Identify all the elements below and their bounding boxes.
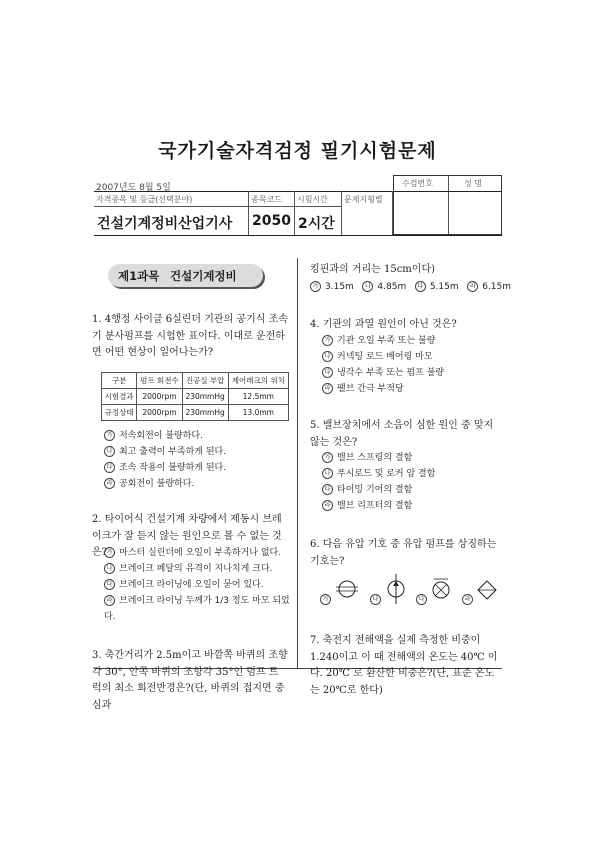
option-item <box>104 460 294 476</box>
option-item <box>104 428 294 444</box>
subject-banner <box>108 264 263 287</box>
exam-date: 2007년도 8월 5일 <box>96 183 171 193</box>
option-item <box>322 381 500 397</box>
table-cell: 규정상태 <box>102 405 137 421</box>
exam-number-label: 수검번호 <box>402 179 433 188</box>
option-text: 6.15m <box>482 282 512 292</box>
option-mark-icon: 다 <box>416 594 427 605</box>
option-item <box>467 282 511 292</box>
table-cell: 시험결과 <box>102 389 137 405</box>
option-mark-icon: 라 <box>104 478 115 489</box>
table-cell: 12.5mm <box>228 389 288 405</box>
subject-value: 건설기계정비산업기사 <box>97 216 233 232</box>
table-cell: 230mmHg <box>182 405 228 421</box>
table-row <box>102 389 289 405</box>
time-cell <box>295 191 342 235</box>
table-cell: 2000rpm <box>137 405 182 421</box>
exam-header-table <box>94 191 502 236</box>
question-1: 1. 4행정 사이클 6실린더 기관의 공기식 조속기 분사펌프를 시험한 표이다. 이대로 운전하면 어떤 현상이 일어나는가? <box>92 314 288 358</box>
question-3: 3. 축간거리가 2.5m이고 바깥쪽 바퀴의 조향각 30°, 안쪽 바퀴의 조향각 35°인 덤프 트럭의 최소 회전반경은?(단, 바퀴의 접지면 중심과 <box>92 650 288 711</box>
table-cell: 펌프 회전수 <box>137 373 182 389</box>
option-item <box>322 498 500 514</box>
option-text: 마스터 실린더에 오일이 부족하거나 없다. <box>119 548 282 558</box>
question-5: 5. 밸브장치에서 소음이 심한 원인 중 맞지 않는 것은? <box>310 420 494 448</box>
option-text: 브레이크 라이닝 두께가 1/3 정도 마모 되었다. <box>104 596 290 622</box>
option-text: 공회전이 불량하다. <box>119 479 195 489</box>
option-text: 저속회전이 불량하다. <box>119 431 203 441</box>
option-text: 밸브 리프터의 결함 <box>337 501 413 511</box>
option-text: 4.85m <box>377 282 407 292</box>
option-item <box>104 593 290 625</box>
question-7: 7. 축전지 전해액을 실제 측정한 비중이 1.240이고 이 때 전해액의 온도는 40℃ 이다. 20℃ 로 환산한 비중은?(단, 표준 온도는 20℃로 한다) <box>310 635 498 696</box>
table-cell: 구분 <box>102 373 137 389</box>
table-row <box>102 405 289 421</box>
option-mark-icon: 가 <box>104 430 115 441</box>
question-3-continued: 킹핀과의 거리는 15cm이다) <box>310 264 436 275</box>
option-item <box>322 482 500 498</box>
question-2: 2. 타이어식 건설기계 차량에서 제동시 브레이크가 잘 듣지 않는 원인으로 볼 수 없는 것은? <box>92 514 282 558</box>
q6-symbols <box>320 574 500 608</box>
table-cell: 진공실 부압 <box>182 373 228 389</box>
option-text: 타이밍 기어의 결함 <box>337 485 413 495</box>
option-mark-icon: 다 <box>104 579 115 590</box>
option-item <box>362 282 406 292</box>
option-mark-icon: 라 <box>104 595 115 606</box>
option-mark-icon: 나 <box>322 351 333 362</box>
q2-options <box>104 545 290 625</box>
option-mark-icon: 나 <box>104 563 115 574</box>
option-mark-icon: 가 <box>310 281 321 292</box>
subject-cell <box>94 191 249 235</box>
option-item <box>322 466 500 482</box>
option-mark-icon: 다 <box>104 462 115 473</box>
option-mark-icon: 라 <box>322 383 333 394</box>
q3-options <box>310 279 512 295</box>
q4-options <box>322 333 500 397</box>
option-text: 팰브 간극 부적당 <box>337 384 404 394</box>
table-header-row <box>102 373 289 389</box>
option-mark-icon: 나 <box>104 446 115 457</box>
hydraulic-symbol-d-icon <box>476 576 498 602</box>
question-6: 6. 다음 유압 기호 중 유압 펌프를 상징하는 기호는? <box>310 539 497 567</box>
q1-table <box>101 372 289 421</box>
option-item <box>104 577 290 593</box>
page-title: 국가기술자격검정 필기시험문제 <box>158 140 437 162</box>
option-item <box>322 450 500 466</box>
option-mark-icon: 다 <box>415 281 426 292</box>
subject-part: 제1과목 <box>118 269 160 283</box>
table-cell: 2000rpm <box>137 389 182 405</box>
option-text: 냉각수 부족 또는 펌프 불량 <box>337 368 445 378</box>
option-text: 푸시로드 및 로커 암 결함 <box>337 469 436 479</box>
subject-label: 자격종목 및 등급(선택분야) <box>96 195 193 204</box>
option-mark-icon: 가 <box>104 547 115 558</box>
code-cell <box>249 191 295 235</box>
option-mark-icon: 나 <box>362 281 373 292</box>
option-mark-icon: 다 <box>322 367 333 378</box>
option-item <box>310 282 354 292</box>
option-text: 브레이크 페달의 유격이 지나치게 크다. <box>119 564 273 574</box>
form-type-label: 문제지형별 <box>344 195 383 204</box>
option-item <box>322 349 500 365</box>
table-cell: 제어래크의 위치 <box>228 373 288 389</box>
option-item <box>104 545 290 561</box>
option-item <box>322 333 500 349</box>
hydraulic-pump-symbol-icon <box>384 574 408 604</box>
option-mark-icon: 라 <box>467 281 478 292</box>
form-type-cell <box>342 191 393 235</box>
q5-options <box>322 450 500 514</box>
hydraulic-symbol-a-icon <box>336 576 358 602</box>
option-text: 커넥팅 로드 베어링 마모 <box>337 352 433 362</box>
option-text: 조속 작용이 불량하게 된다. <box>119 463 227 473</box>
name-label: 성 명 <box>464 179 482 188</box>
option-text: 기관 오일 부족 또는 불량 <box>337 336 436 346</box>
time-label: 시험시간 <box>297 195 328 204</box>
option-item <box>104 444 294 460</box>
q1-options <box>104 428 294 492</box>
table-cell: 230mmHg <box>182 389 228 405</box>
option-mark-icon: 다 <box>322 484 333 495</box>
subject-name: 건설기계정비 <box>170 269 237 283</box>
hydraulic-symbol-c-icon <box>430 576 452 602</box>
option-mark-icon: 가 <box>322 452 333 463</box>
column-divider <box>297 258 298 668</box>
option-mark-icon: 나 <box>322 468 333 479</box>
option-mark-icon: 가 <box>322 335 333 346</box>
option-text: 5.15m <box>429 282 459 292</box>
option-text: 브레이크 라이닝에 오일이 묻어 있다. <box>119 580 264 590</box>
code-value: 2050 <box>252 213 291 229</box>
option-mark-icon: 라 <box>322 500 333 511</box>
option-mark-icon: 나 <box>370 594 381 605</box>
option-mark-icon: 가 <box>320 594 331 605</box>
option-mark-icon: 라 <box>462 594 473 605</box>
option-item <box>104 476 294 492</box>
option-text: 최고 출력이 부족하게 된다. <box>119 447 227 457</box>
option-item <box>104 561 290 577</box>
option-item <box>322 365 500 381</box>
option-text: 3.15m <box>325 282 354 292</box>
option-item <box>415 282 459 292</box>
time-value: 2시간 <box>298 216 335 232</box>
option-text: 밸브 스프링의 결함 <box>337 453 413 463</box>
code-label: 종목코드 <box>251 195 282 204</box>
table-cell: 13.0mm <box>228 405 288 421</box>
question-4: 4. 기관의 과열 원인이 아닌 것은? <box>310 319 457 330</box>
